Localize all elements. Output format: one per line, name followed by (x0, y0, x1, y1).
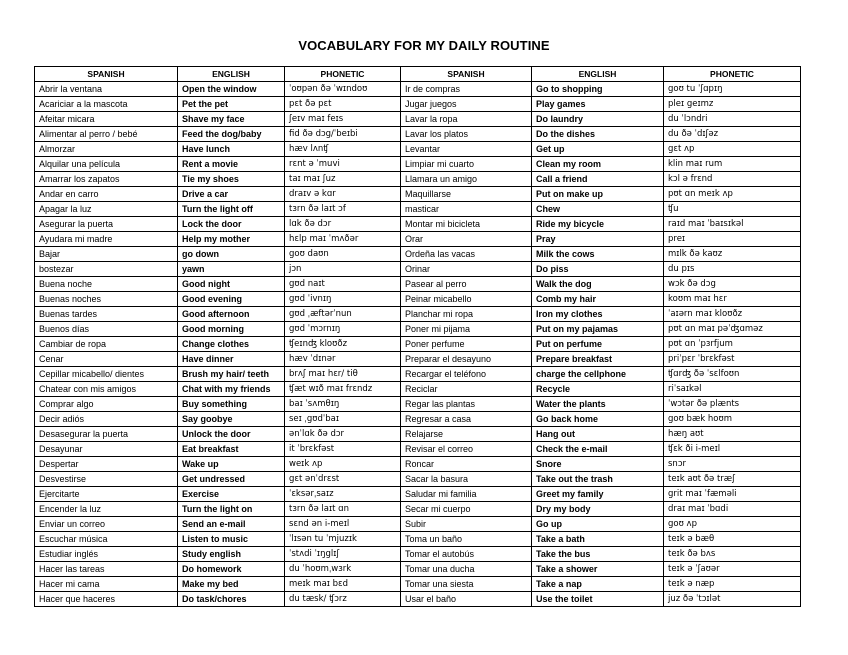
english-cell: Listen to music (178, 532, 285, 547)
phonetic-cell: it ˈbrɛkfəst (285, 442, 401, 457)
phonetic-cell: brʌʃ maɪ hɛr/ tiθ (285, 367, 401, 382)
english-cell: Rent a movie (178, 157, 285, 172)
english-cell: Chew (532, 202, 664, 217)
spanish-cell: Lavar los platos (401, 127, 532, 142)
spanish-cell: Preparar el desayuno (401, 352, 532, 367)
phonetic-cell: tɜrn ðə laɪt ɔf (285, 202, 401, 217)
header-english: ENGLISH (178, 67, 285, 82)
english-cell: Iron my clothes (532, 307, 664, 322)
spanish-cell: Cepillar micabello/ dientes (35, 367, 178, 382)
english-cell: Ride my bicycle (532, 217, 664, 232)
spanish-cell: Chatear con mis amigos (35, 382, 178, 397)
english-cell: Use the toilet (532, 592, 664, 607)
spanish-cell: Planchar mi ropa (401, 307, 532, 322)
phonetic-cell: pʊt ɑn meɪk ʌp (664, 187, 801, 202)
phonetic-cell: snɔr (664, 457, 801, 472)
table-row (35, 457, 801, 472)
english-cell: Take a nap (532, 577, 664, 592)
table-row (35, 337, 801, 352)
english-cell: Do the dishes (532, 127, 664, 142)
spanish-cell: Bajar (35, 247, 178, 262)
page-title: VOCABULARY FOR MY DAILY ROUTINE (298, 38, 550, 53)
phonetic-cell: draɪv ə kɑr (285, 187, 401, 202)
spanish-cell: Buenas noches (35, 292, 178, 307)
phonetic-cell: kɔl ə frɛnd (664, 172, 801, 187)
english-cell: Take a shower (532, 562, 664, 577)
phonetic-cell: tɜrn ðə laɪt ɑn (285, 502, 401, 517)
english-cell: Wake up (178, 457, 285, 472)
phonetic-cell: baɪ ˈsʌmθɪŋ (285, 397, 401, 412)
spanish-cell: Recargar el teléfono (401, 367, 532, 382)
english-cell: Go up (532, 517, 664, 532)
spanish-cell: Enviar un correo (35, 517, 178, 532)
phonetic-cell: priˈpɛr ˈbrɛkfəst (664, 352, 801, 367)
table-row (35, 322, 801, 337)
table-row (35, 442, 801, 457)
table-row (35, 367, 801, 382)
english-cell: Pray (532, 232, 664, 247)
phonetic-cell: du pɪs (664, 262, 801, 277)
header-english-2: ENGLISH (532, 67, 664, 82)
english-cell: Walk the dog (532, 277, 664, 292)
english-cell: Help my mother (178, 232, 285, 247)
english-cell: Pet the pet (178, 97, 285, 112)
phonetic-cell: ʃeɪv maɪ feɪs (285, 112, 401, 127)
phonetic-cell: meɪk maɪ bɛd (285, 577, 401, 592)
phonetic-cell: gʊd ˌæftərˈnun (285, 307, 401, 322)
spanish-cell: Andar en carro (35, 187, 178, 202)
table-row (35, 427, 801, 442)
english-cell: Good evening (178, 292, 285, 307)
phonetic-cell: du ˈlɔndri (664, 112, 801, 127)
english-cell: Have dinner (178, 352, 285, 367)
table-row (35, 382, 801, 397)
spanish-cell: Desayunar (35, 442, 178, 457)
english-cell: Greet my family (532, 487, 664, 502)
phonetic-cell: ˈstʌdi ˈɪŋglɪʃ (285, 547, 401, 562)
spanish-cell: Ordeña las vacas (401, 247, 532, 262)
english-cell: Tie my shoes (178, 172, 285, 187)
phonetic-cell: hæv lʌnʧ (285, 142, 401, 157)
spanish-cell: Hacer mi cama (35, 577, 178, 592)
phonetic-cell: teɪk aʊt ðə træʃ (664, 472, 801, 487)
table-row (35, 292, 801, 307)
table-row (35, 247, 801, 262)
english-cell: Put on make up (532, 187, 664, 202)
english-cell: Play games (532, 97, 664, 112)
spanish-cell: Secar mi cuerpo (401, 502, 532, 517)
phonetic-cell: taɪ maɪ ʃuz (285, 172, 401, 187)
table-row (35, 547, 801, 562)
spanish-cell: Ejercitarte (35, 487, 178, 502)
phonetic-cell: ʧu (664, 202, 801, 217)
header-spanish-2: SPANISH (401, 67, 532, 82)
spanish-cell: Cenar (35, 352, 178, 367)
table-header-row (35, 67, 801, 82)
english-cell: Clean my room (532, 157, 664, 172)
phonetic-cell: du ˈhoʊmˌwɜrk (285, 562, 401, 577)
phonetic-cell: hæŋ aʊt (664, 427, 801, 442)
spanish-cell: Hacer que haceres (35, 592, 178, 607)
phonetic-cell: klin maɪ rum (664, 157, 801, 172)
phonetic-cell: ˈlɪsən tu ˈmjuzɪk (285, 532, 401, 547)
phonetic-cell: goʊ ʌp (664, 517, 801, 532)
english-cell: Snore (532, 457, 664, 472)
spanish-cell: Lavar la ropa (401, 112, 532, 127)
phonetic-cell: seɪ ˌgʊdˈbaɪ (285, 412, 401, 427)
english-cell: Lock the door (178, 217, 285, 232)
phonetic-cell: ˈaɪərn maɪ kloʊðz (664, 307, 801, 322)
english-cell: charge the cellphone (532, 367, 664, 382)
table-row (35, 127, 801, 142)
spanish-cell: Amarrar los zapatos (35, 172, 178, 187)
spanish-cell: Ayudara mi madre (35, 232, 178, 247)
spanish-cell: bostezar (35, 262, 178, 277)
phonetic-cell: teɪk ə næp (664, 577, 801, 592)
english-cell: Do homework (178, 562, 285, 577)
spanish-cell: Desasegurar la puerta (35, 427, 178, 442)
spanish-cell: Encender la luz (35, 502, 178, 517)
phonetic-cell: ʧeɪnʤ kloʊðz (285, 337, 401, 352)
spanish-cell: Usar el baño (401, 592, 532, 607)
spanish-cell: Peinar micabello (401, 292, 532, 307)
english-cell: Say goobye (178, 412, 285, 427)
spanish-cell: Buenas tardes (35, 307, 178, 322)
table-row (35, 157, 801, 172)
table-row (35, 562, 801, 577)
spanish-cell: Tomar el autobús (401, 547, 532, 562)
phonetic-cell: du tæsk/ ʧɔrz (285, 592, 401, 607)
spanish-cell: Estudiar inglés (35, 547, 178, 562)
phonetic-cell: lɑk ðə dɔr (285, 217, 401, 232)
spanish-cell: Levantar (401, 142, 532, 157)
phonetic-cell: gʊd ˈivnɪŋ (285, 292, 401, 307)
spanish-cell: Pasear al perro (401, 277, 532, 292)
spanish-cell: Limpiar mi cuarto (401, 157, 532, 172)
english-cell: Open the window (178, 82, 285, 97)
phonetic-cell: gʊd naɪt (285, 277, 401, 292)
phonetic-cell: mɪlk ðə kaʊz (664, 247, 801, 262)
table-row (35, 577, 801, 592)
english-cell: Shave my face (178, 112, 285, 127)
table-row (35, 97, 801, 112)
english-cell: Milk the cows (532, 247, 664, 262)
spanish-cell: Acariciar a la mascota (35, 97, 178, 112)
table-row (35, 172, 801, 187)
table-row (35, 502, 801, 517)
english-cell: Put on my pajamas (532, 322, 664, 337)
english-cell: Buy something (178, 397, 285, 412)
spanish-cell: Orinar (401, 262, 532, 277)
table-row (35, 217, 801, 232)
phonetic-cell: pʊt ɑn ˈpɜrfjum (664, 337, 801, 352)
phonetic-cell: jɔn (285, 262, 401, 277)
spanish-cell: Saludar mi familia (401, 487, 532, 502)
spanish-cell: Montar mi bicicleta (401, 217, 532, 232)
spanish-cell: Alimentar al perro / bebé (35, 127, 178, 142)
spanish-cell: Poner mi pijama (401, 322, 532, 337)
phonetic-cell: goʊ tu ˈʃɑpɪŋ (664, 82, 801, 97)
table-row (35, 487, 801, 502)
phonetic-cell: teɪk ə bæθ (664, 532, 801, 547)
spanish-cell: Cambiar de ropa (35, 337, 178, 352)
phonetic-cell: raɪd maɪ ˈbaɪsɪkəl (664, 217, 801, 232)
spanish-cell: Asegurar la puerta (35, 217, 178, 232)
phonetic-cell: preɪ (664, 232, 801, 247)
spanish-cell: Alquilar una película (35, 157, 178, 172)
spanish-cell: Buena noche (35, 277, 178, 292)
phonetic-cell: wɔk ðə dɔg (664, 277, 801, 292)
phonetic-cell: ʧɛk ði i-meɪl (664, 442, 801, 457)
phonetic-cell: hɛlp maɪ ˈmʌðər (285, 232, 401, 247)
phonetic-cell: pɛt ðə pɛt (285, 97, 401, 112)
spanish-cell: Jugar juegos (401, 97, 532, 112)
english-cell: Get up (532, 142, 664, 157)
phonetic-cell: teɪk ə ˈʃaʊər (664, 562, 801, 577)
phonetic-cell: ʧɑrʤ ðə ˈsɛlfoʊn (664, 367, 801, 382)
table-row (35, 352, 801, 367)
english-cell: Go back home (532, 412, 664, 427)
english-cell: Unlock the door (178, 427, 285, 442)
vocabulary-table (34, 66, 801, 607)
phonetic-cell: koʊm maɪ hɛr (664, 292, 801, 307)
table-row (35, 202, 801, 217)
spanish-cell: Subir (401, 517, 532, 532)
table-row (35, 262, 801, 277)
english-cell: Brush my hair/ teeth (178, 367, 285, 382)
spanish-cell: Ir de compras (401, 82, 532, 97)
phonetic-cell: du ðə ˈdɪʃəz (664, 127, 801, 142)
english-cell: Feed the dog/baby (178, 127, 285, 142)
english-cell: Check the e-mail (532, 442, 664, 457)
phonetic-cell: fid ðə dɔg/ˈbeɪbi (285, 127, 401, 142)
spanish-cell: Apagar la luz (35, 202, 178, 217)
phonetic-cell: ˈɛksərˌsaɪz (285, 487, 401, 502)
spanish-cell: Almorzar (35, 142, 178, 157)
phonetic-cell: ənˈlɑk ðə dɔr (285, 427, 401, 442)
spanish-cell: Poner perfume (401, 337, 532, 352)
phonetic-cell: juz ðə ˈtɔɪlət (664, 592, 801, 607)
phonetic-cell: weɪk ʌp (285, 457, 401, 472)
english-cell: Take a bath (532, 532, 664, 547)
english-cell: Have lunch (178, 142, 285, 157)
spanish-cell: Roncar (401, 457, 532, 472)
english-cell: Water the plants (532, 397, 664, 412)
english-cell: Turn the light off (178, 202, 285, 217)
spanish-cell: Regar las plantas (401, 397, 532, 412)
english-cell: Get undressed (178, 472, 285, 487)
spanish-cell: Sacar la basura (401, 472, 532, 487)
english-cell: Recycle (532, 382, 664, 397)
spanish-cell: Toma un baño (401, 532, 532, 547)
spanish-cell: Tomar una ducha (401, 562, 532, 577)
english-cell: Make my bed (178, 577, 285, 592)
table-row (35, 307, 801, 322)
phonetic-cell: ʧæt wɪð maɪ frɛndz (285, 382, 401, 397)
spanish-cell: Reciclar (401, 382, 532, 397)
english-cell: Do laundry (532, 112, 664, 127)
phonetic-cell: draɪ maɪ ˈbɑdi (664, 502, 801, 517)
english-cell: Hang out (532, 427, 664, 442)
spanish-cell: Relajarse (401, 427, 532, 442)
english-cell: Turn the light on (178, 502, 285, 517)
phonetic-cell: hæv ˈdɪnər (285, 352, 401, 367)
spanish-cell: Regresar a casa (401, 412, 532, 427)
phonetic-cell: goʊ bæk hoʊm (664, 412, 801, 427)
phonetic-cell: goʊ daʊn (285, 247, 401, 262)
english-cell: yawn (178, 262, 285, 277)
english-cell: Do task/chores (178, 592, 285, 607)
table-row (35, 112, 801, 127)
english-cell: Good night (178, 277, 285, 292)
spanish-cell: Desvestirse (35, 472, 178, 487)
english-cell: Change clothes (178, 337, 285, 352)
phonetic-cell: sɛnd ən i-meɪl (285, 517, 401, 532)
table-row (35, 82, 801, 97)
header-spanish: SPANISH (35, 67, 178, 82)
phonetic-cell: gʊd ˈmɔrnɪŋ (285, 322, 401, 337)
spanish-cell: Maquillarse (401, 187, 532, 202)
english-cell: Call a friend (532, 172, 664, 187)
table-row (35, 232, 801, 247)
table-row (35, 517, 801, 532)
phonetic-cell: gɛt ʌp (664, 142, 801, 157)
table-row (35, 412, 801, 427)
spanish-cell: Abrir la ventana (35, 82, 178, 97)
spanish-cell: Tomar una siesta (401, 577, 532, 592)
table-row (35, 187, 801, 202)
english-cell: Do piss (532, 262, 664, 277)
spanish-cell: Llamara un amigo (401, 172, 532, 187)
english-cell: go down (178, 247, 285, 262)
phonetic-cell: ˈwɔtər ðə plænts (664, 397, 801, 412)
header-phonetic-2: PHONETIC (664, 67, 801, 82)
spanish-cell: Orar (401, 232, 532, 247)
english-cell: Good morning (178, 322, 285, 337)
english-cell: Take out the trash (532, 472, 664, 487)
english-cell: Put on perfume (532, 337, 664, 352)
table-body (35, 82, 801, 607)
spanish-cell: masticar (401, 202, 532, 217)
english-cell: Take the bus (532, 547, 664, 562)
spanish-cell: Revisar el correo (401, 442, 532, 457)
spanish-cell: Afeitar micara (35, 112, 178, 127)
table-row (35, 142, 801, 157)
english-cell: Drive a car (178, 187, 285, 202)
english-cell: Study english (178, 547, 285, 562)
english-cell: Send an e-mail (178, 517, 285, 532)
spanish-cell: Comprar algo (35, 397, 178, 412)
spanish-cell: Buenos días (35, 322, 178, 337)
spanish-cell: Despertar (35, 457, 178, 472)
phonetic-cell: gɛt ənˈdrɛst (285, 472, 401, 487)
phonetic-cell: teɪk ðə bʌs (664, 547, 801, 562)
english-cell: Comb my hair (532, 292, 664, 307)
phonetic-cell: riˈsaɪkəl (664, 382, 801, 397)
phonetic-cell: rɛnt ə ˈmuvi (285, 157, 401, 172)
table-row (35, 277, 801, 292)
english-cell: Go to shopping (532, 82, 664, 97)
spanish-cell: Hacer las tareas (35, 562, 178, 577)
phonetic-cell: grit maɪ ˈfæməli (664, 487, 801, 502)
table-row (35, 397, 801, 412)
table-row (35, 472, 801, 487)
spanish-cell: Escuchar música (35, 532, 178, 547)
phonetic-cell: pleɪ geɪmz (664, 97, 801, 112)
english-cell: Dry my body (532, 502, 664, 517)
english-cell: Prepare breakfast (532, 352, 664, 367)
phonetic-cell: ˈoʊpən ðə ˈwɪndoʊ (285, 82, 401, 97)
header-phonetic: PHONETIC (285, 67, 401, 82)
english-cell: Good afternoon (178, 307, 285, 322)
phonetic-cell: pʊt ɑn maɪ pəˈʤɑməz (664, 322, 801, 337)
table-row (35, 532, 801, 547)
spanish-cell: Decir adiós (35, 412, 178, 427)
english-cell: Chat with my friends (178, 382, 285, 397)
english-cell: Exercise (178, 487, 285, 502)
table-row (35, 592, 801, 607)
english-cell: Eat breakfast (178, 442, 285, 457)
